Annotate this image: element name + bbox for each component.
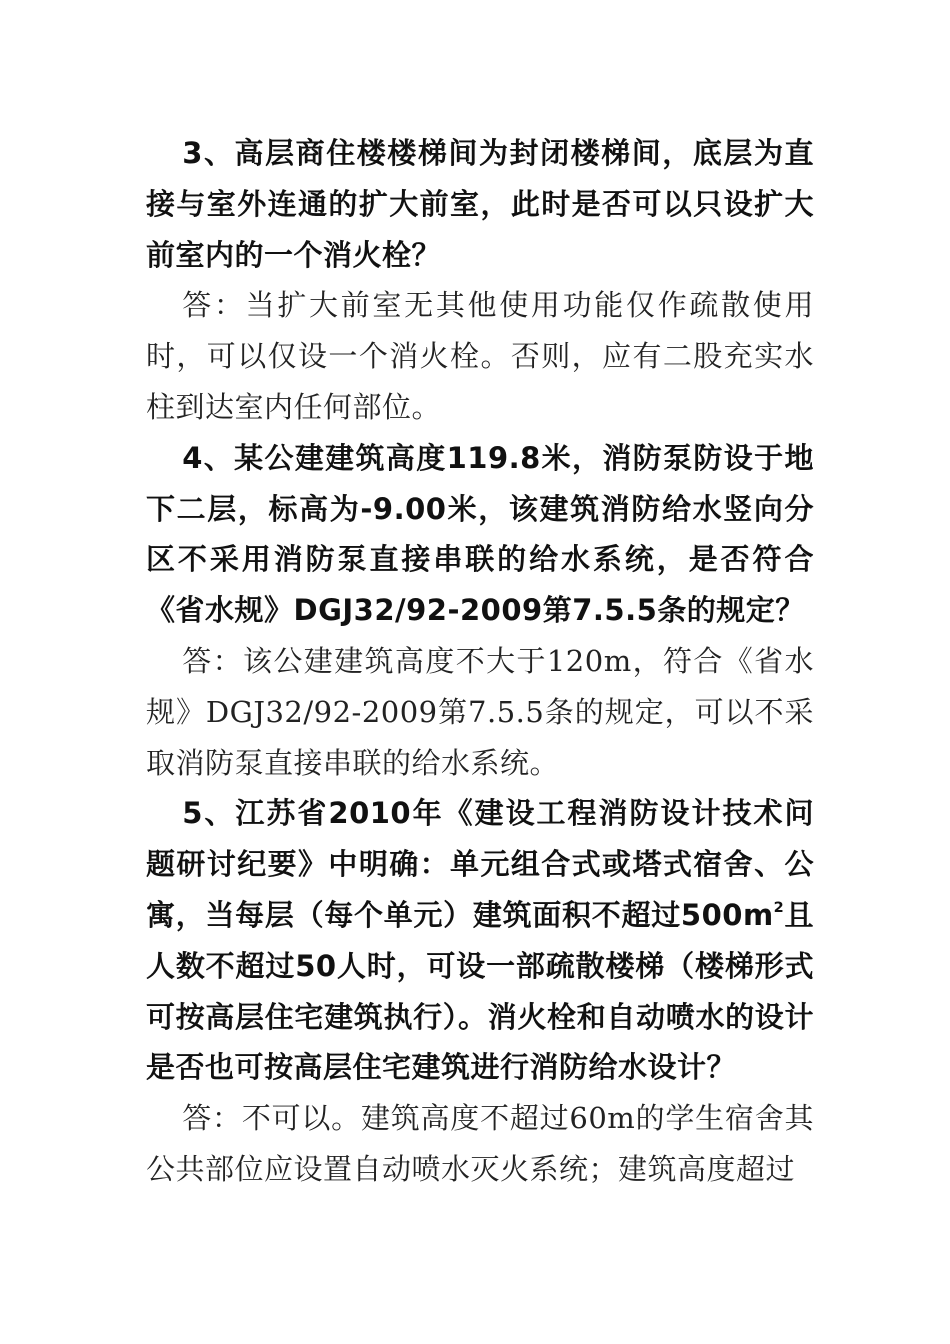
question-5-part-1: 5、江苏省2010年《建设工程消防设计技术问题研讨纪要》中明确：单元组合式或塔式宿舍、公寓，当每层（每个单元）建筑面积不超过500m [146, 796, 814, 932]
question-5-part-2: 且人数不超过50人时，可设一部疏散楼梯（楼梯形式可按高层住宅建筑执行）。消火栓和自动喷水的设计是否也可按高层住宅建筑进行消防给水设计？ [146, 897, 814, 1085]
document-body [146, 128, 814, 1195]
answer-4: 答：该公建建筑高度不大于120m，符合《省水规》DGJ32/92-2009第7.5.5条的规定，可以不采取消防泵直接串联的给水系统。 [146, 643, 814, 780]
answer-5: 答：不可以。建筑高度不超过60m的学生宿舍其公共部位应设置自动喷水灭火系统；建筑高度超过 [146, 1101, 814, 1186]
question-4: 4、某公建建筑高度119.8米，消防泵防设于地下二层，标高为-9.00米，该建筑消防给水竖向分区不采用消防泵直接串联的给水系统，是否符合《省水规》DGJ32/92-2009第7.5.5条的规定？ [146, 440, 814, 628]
superscript-two: 2 [773, 899, 785, 916]
answer-3: 答：当扩大前室无其他使用功能仅作疏散使用时，可以仅设一个消火栓。否则，应有二股充实水柱到达室内任何部位。 [146, 288, 814, 424]
question-5 [146, 788, 814, 1093]
question-3: 3、高层商住楼楼梯间为封闭楼梯间，底层为直接与室外连通的扩大前室，此时是否可以只设扩大前室内的一个消火栓？ [146, 136, 814, 272]
